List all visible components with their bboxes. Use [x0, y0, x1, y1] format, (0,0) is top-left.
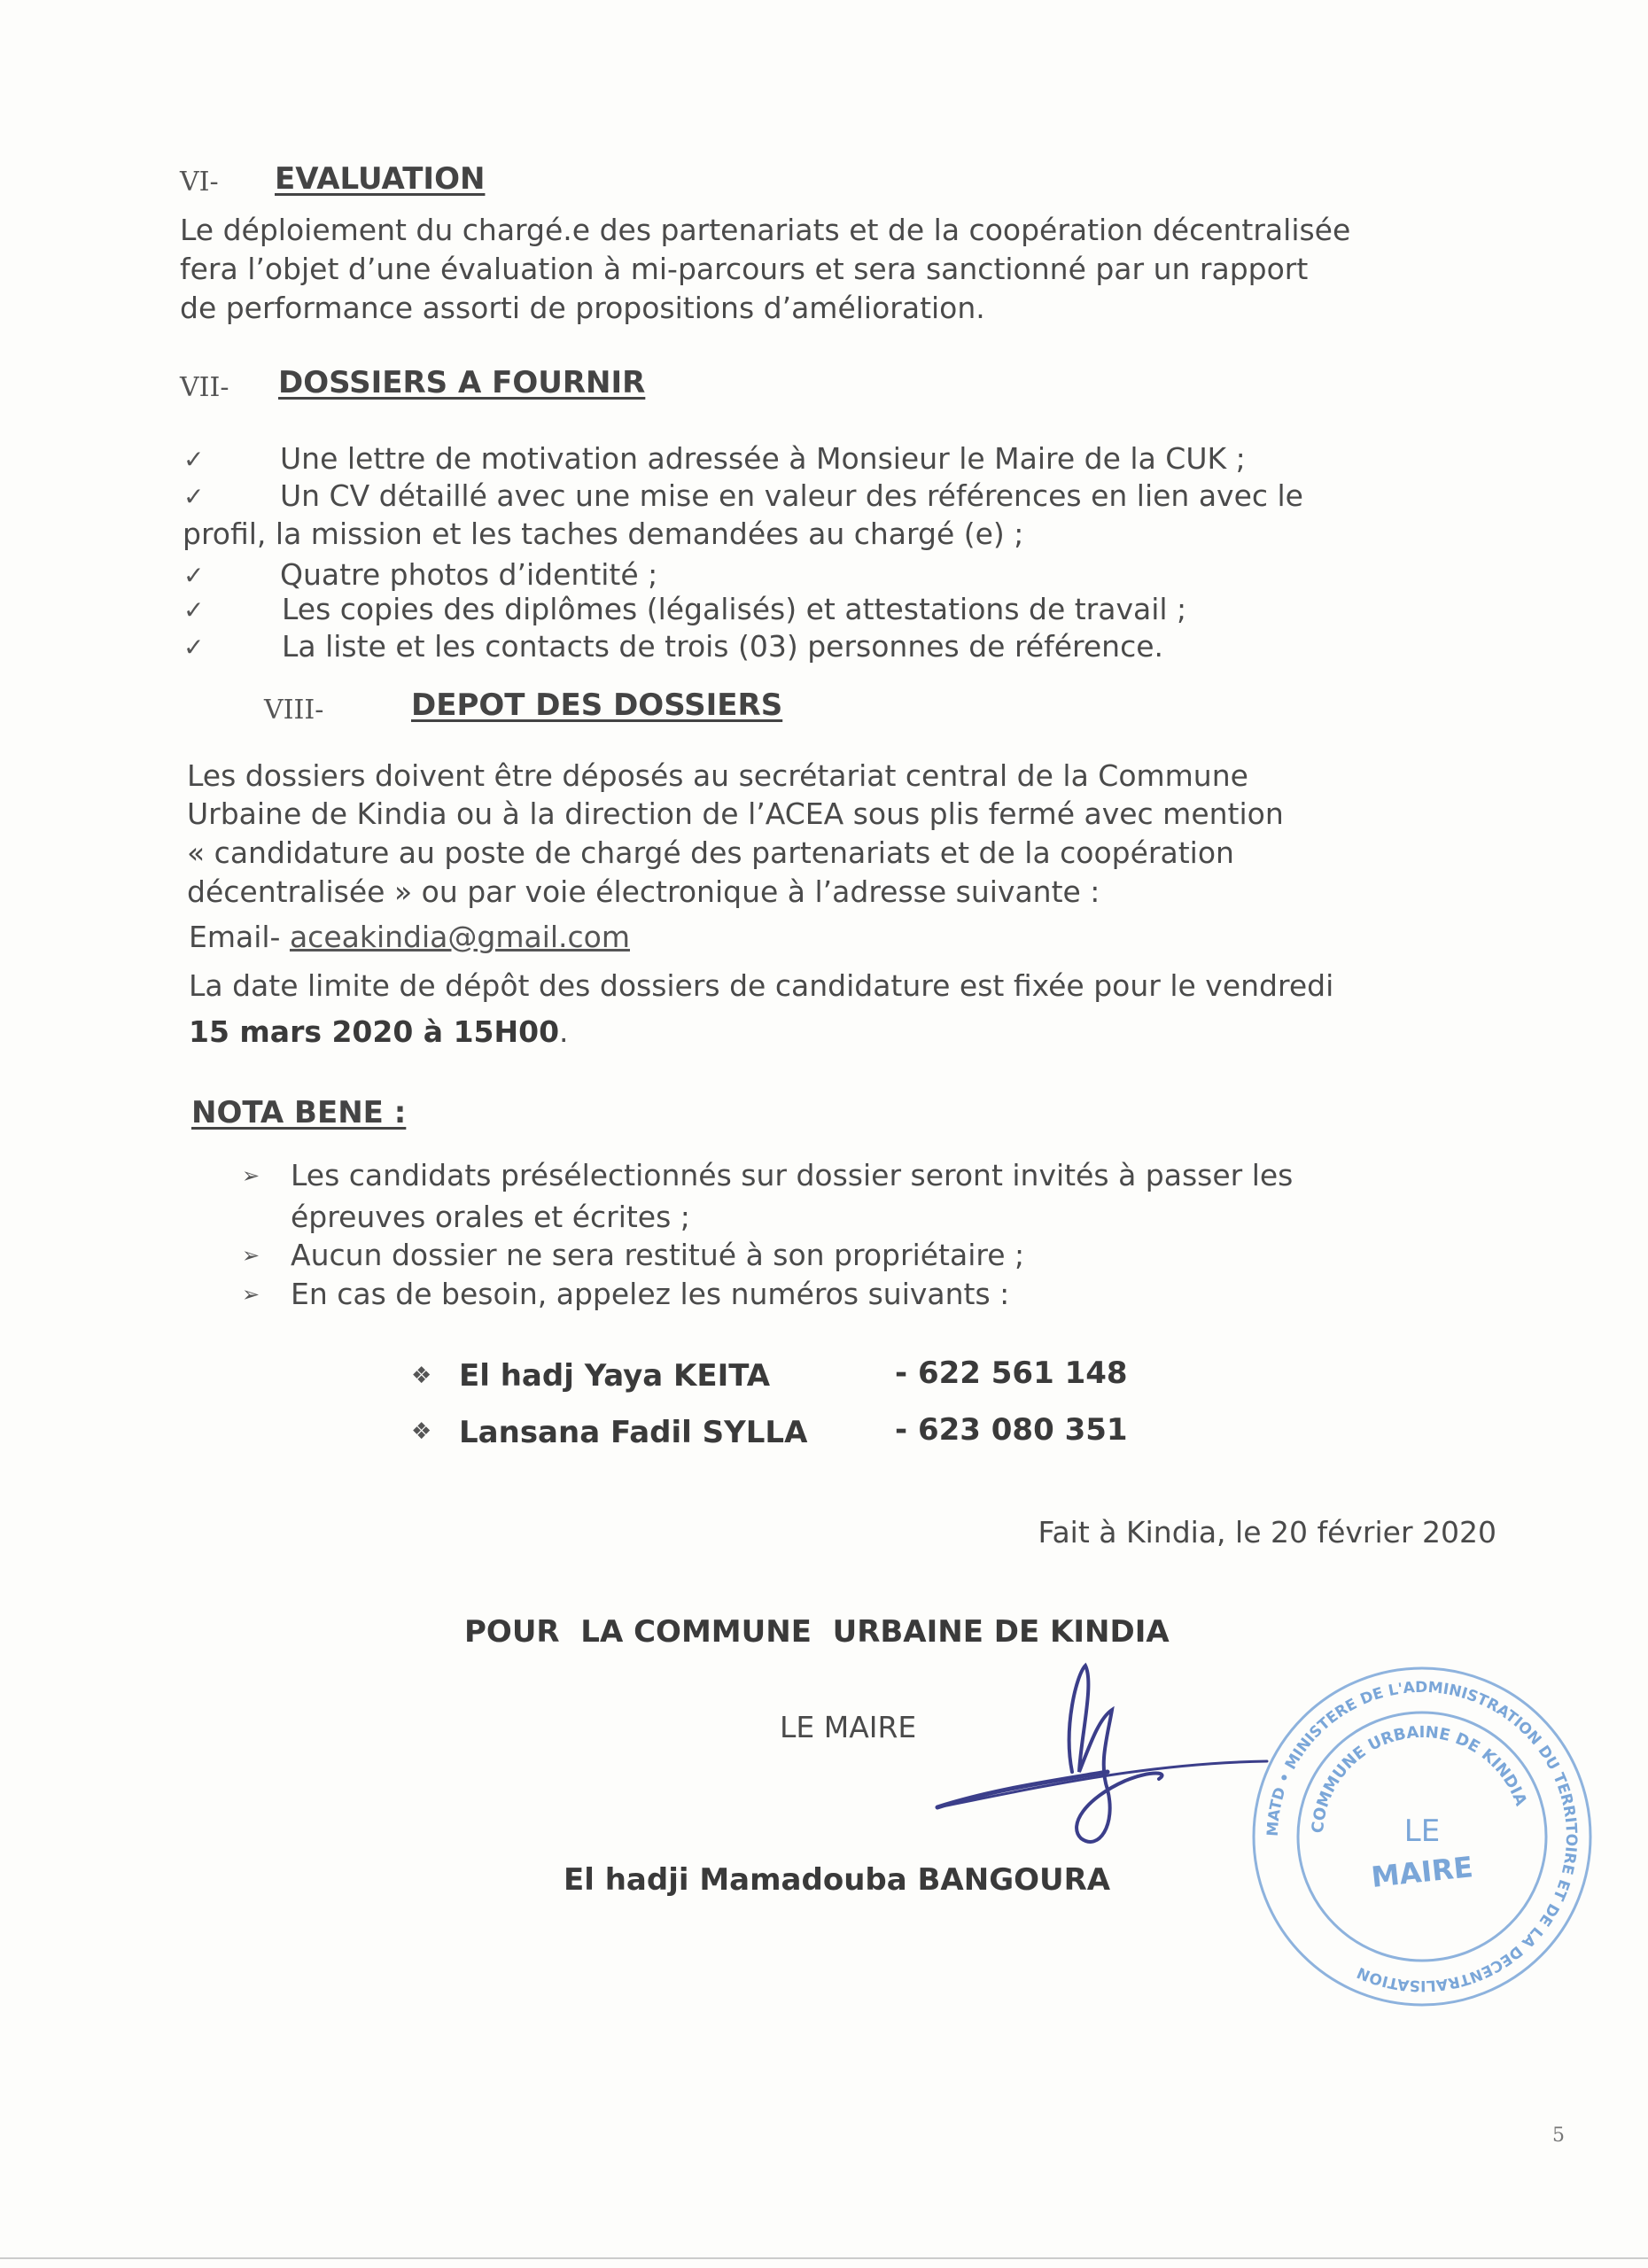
stamp-center-le: LE: [1403, 1814, 1441, 1849]
contact-name: Lansana Fadil SYLLA: [459, 1415, 808, 1450]
nota-title: NOTA BENE :: [191, 1095, 407, 1130]
arrow-bullet-icon: ➢: [242, 1282, 260, 1307]
email-line: [189, 920, 630, 955]
contact-phone: - 622 561 148: [895, 1355, 1128, 1391]
period: .: [559, 1014, 569, 1049]
section-number: VII-: [180, 372, 229, 403]
signature: [921, 1657, 1294, 1860]
deadline-date-line: [189, 1014, 569, 1050]
list-item: Les candidats présélectionnés sur dossier seront invités à passer les: [291, 1158, 1294, 1192]
paragraph-line: de performance assorti de propositions d’amélioration.: [180, 291, 985, 325]
stamp-outer-text: MATD • MINISTERE DE L'ADMINISTRATION DU TERRITOIRE ET DE LA DECENTRALISATION: [1263, 1678, 1581, 1995]
paragraph-line: « candidature au poste de chargé des partenariats et de la coopération: [187, 835, 1234, 870]
list-item-continued: profil, la mission et les taches demandées au chargé (e) ;: [183, 517, 1024, 551]
official-stamp: [1249, 1664, 1595, 2009]
paragraph-line: Urbaine de Kindia ou à la direction de l’ACEA sous plis fermé avec mention: [187, 796, 1284, 831]
list-item: Une lettre de motivation adressée à Monsieur le Maire de la CUK ;: [280, 441, 1246, 476]
list-item: Quatre photos d’identité ;: [280, 557, 658, 592]
section-title: DOSSIERS A FOURNIR: [278, 365, 646, 400]
list-item: En cas de besoin, appelez les numéros suivants :: [291, 1277, 1010, 1311]
deadline-date: 15 mars 2020 à 15H00: [189, 1014, 560, 1049]
section-title: EVALUATION: [275, 161, 486, 197]
contact-name: El hadj Yaya KEITA: [459, 1358, 771, 1394]
deadline-line: La date limite de dépôt des dossiers de candidature est fixée pour le vendredi: [189, 968, 1334, 1003]
section-title: DEPOT DES DOSSIERS: [411, 687, 783, 723]
stamp-inner-text: COMMUNE URBAINE DE KINDIA: [1308, 1722, 1531, 1835]
email-label: Email-: [189, 920, 290, 954]
email-link[interactable]: aceakindia@gmail.com: [289, 920, 630, 954]
signatory-name: El hadji Mamadouba BANGOURA: [564, 1862, 1111, 1898]
check-icon: ✓: [183, 482, 205, 511]
list-item: Un CV détaillé avec une mise en valeur des références en lien avec le: [280, 478, 1303, 513]
list-item: Aucun dossier ne sera restitué à son propriétaire ;: [291, 1238, 1025, 1272]
role: LE MAIRE: [780, 1710, 917, 1744]
check-icon: ✓: [183, 445, 205, 474]
section-number: VI-: [180, 167, 219, 198]
check-icon: ✓: [183, 561, 205, 590]
paragraph-line: Les dossiers doivent être déposés au secrétariat central de la Commune: [187, 758, 1248, 793]
arrow-bullet-icon: ➢: [242, 1163, 260, 1188]
diamond-bullet-icon: ❖: [411, 1363, 432, 1389]
section-number: VIII-: [264, 695, 324, 726]
list-item: Les copies des diplômes (légalisés) et attestations de travail ;: [282, 592, 1187, 626]
list-item-continued: épreuves orales et écrites ;: [291, 1200, 690, 1234]
arrow-bullet-icon: ➢: [242, 1243, 260, 1268]
paragraph-line: Le déploiement du chargé.e des partenariats et de la coopération décentralisée: [180, 213, 1351, 247]
paragraph-line: fera l’objet d’une évaluation à mi-parcours et sera sanctionné par un rapport: [180, 252, 1309, 286]
list-item: La liste et les contacts de trois (03) personnes de référence.: [282, 629, 1164, 664]
place-date: Fait à Kindia, le 20 février 2020: [1038, 1515, 1496, 1550]
stamp-center-maire: MAIRE: [1369, 1850, 1475, 1894]
check-icon: ✓: [183, 595, 205, 625]
check-icon: ✓: [183, 633, 205, 662]
organization: POUR LA COMMUNE URBAINE DE KINDIA: [464, 1614, 1170, 1650]
contact-phone: - 623 080 351: [895, 1412, 1128, 1448]
diamond-bullet-icon: ❖: [411, 1418, 432, 1445]
page-number: 5: [1552, 2124, 1565, 2147]
paragraph-line: décentralisée » ou par voie électronique à l’adresse suivante :: [187, 874, 1100, 909]
scan-edge: [0, 2257, 1648, 2259]
